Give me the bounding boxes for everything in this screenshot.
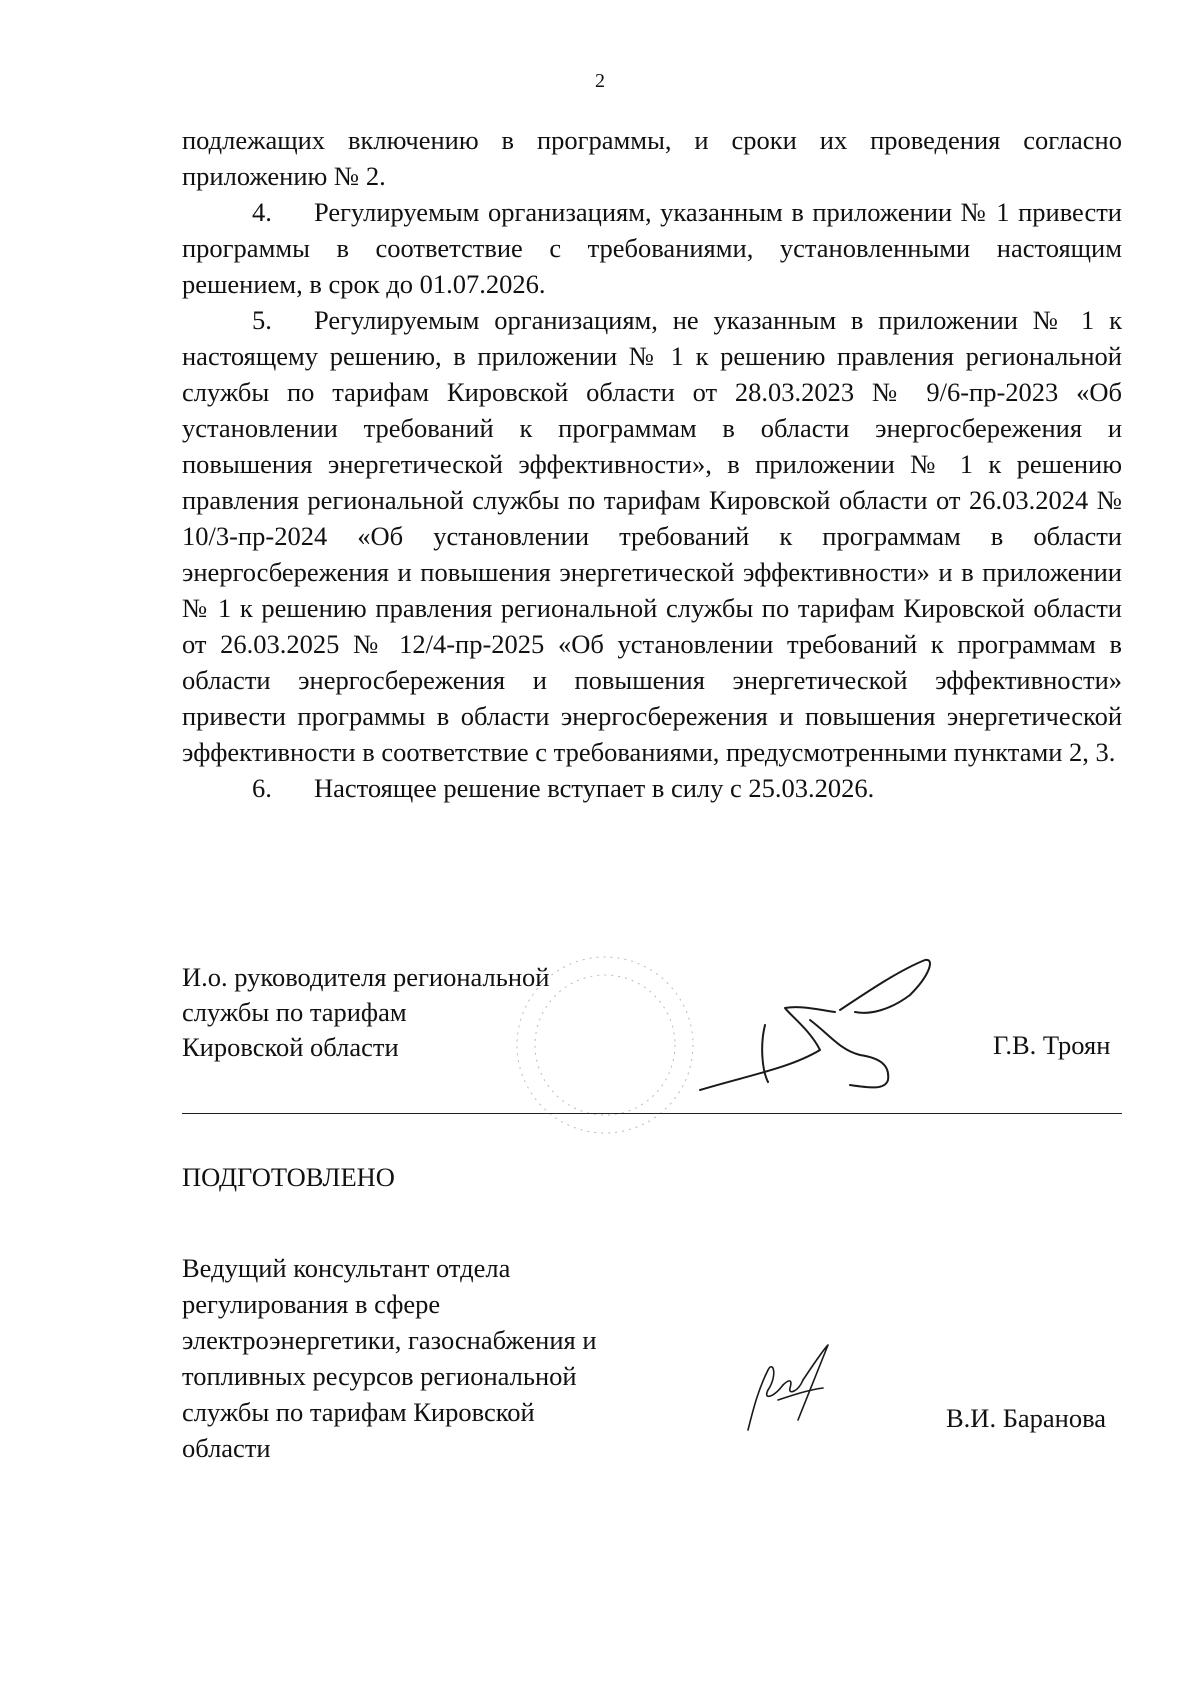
item-text: Регулируемым организациям, указанным в приложении № 1 привести программы в соответствие с требованиями, установленными настоящим решением, в срок до 01.07.2026.	[182, 197, 1122, 299]
item-number: 4.	[252, 197, 272, 227]
signer-name: Г.В. Троян	[993, 1030, 1111, 1060]
paragraph-continuation: подлежащих включению в программы, и сроки их проведения согласно приложению № 2.	[182, 125, 1122, 191]
item-text: Настоящее решение вступает в силу с 25.03.2026.	[314, 773, 875, 803]
preparer-title-line: регулирования в сфере	[182, 1289, 441, 1319]
preparer-title-line: электроэнергетики, газоснабжения и	[182, 1325, 597, 1355]
preparer-title-line: службы по тарифам Кировской	[182, 1397, 535, 1427]
signer-title-line: И.о. руководителя региональной	[182, 962, 550, 992]
document-body	[182, 122, 1122, 806]
signer-title	[182, 960, 549, 1065]
paragraph-item-5	[182, 302, 1122, 770]
item-text: Регулируемым организациям, не указанным в приложении № 1 к настоящему решению, в приложении № 1 к решению правления региональной службы по тарифам Кировской области от 28.03.2023 № 9/6-пр-2023 «Об установлении требований к программам в области энергосбережения и повышения энергетической эффективности», в приложении № 1 к решению правления региональной службы по тарифам Кировской области от 26.03.2024 № 10/3-пр-2024 «Об установлении требований к программам в области энергосбережения и повышения энергетической эффективности» и в приложении № 1 к решению правления региональной службы по тарифам Кировской области от 26.03.2025 № 12/4-пр-2025 «Об установлении требований к программам в области энергосбережения и повышения энергетической эффективности» привести программы в области энергосбережения и повышения энергетической эффективности в соответствие с требованиями, предусмотренными пунктами 2, 3.	[182, 305, 1122, 767]
preparer-title-line: Ведущий консультант отдела	[182, 1253, 511, 1283]
signature-troyan	[690, 950, 950, 1100]
signature-baranova	[738, 1340, 838, 1435]
signer-title-line: Кировской области	[182, 1032, 399, 1062]
preparer-title	[182, 1250, 597, 1466]
page-number: 2	[595, 70, 605, 92]
item-number: 6.	[252, 773, 272, 803]
preparer-title-line: топливных ресурсов региональной	[182, 1361, 577, 1391]
separator-line	[182, 1113, 1122, 1114]
paragraph-item-6	[182, 770, 1122, 806]
paragraph-item-4	[182, 194, 1122, 302]
item-number: 5.	[252, 305, 272, 335]
signer-title-line: службы по тарифам	[182, 997, 407, 1027]
prepared-heading: ПОДГОТОВЛЕНО	[182, 1162, 395, 1192]
preparer-name: В.И. Баранова	[946, 1403, 1107, 1433]
preparer-title-line: области	[182, 1433, 271, 1463]
